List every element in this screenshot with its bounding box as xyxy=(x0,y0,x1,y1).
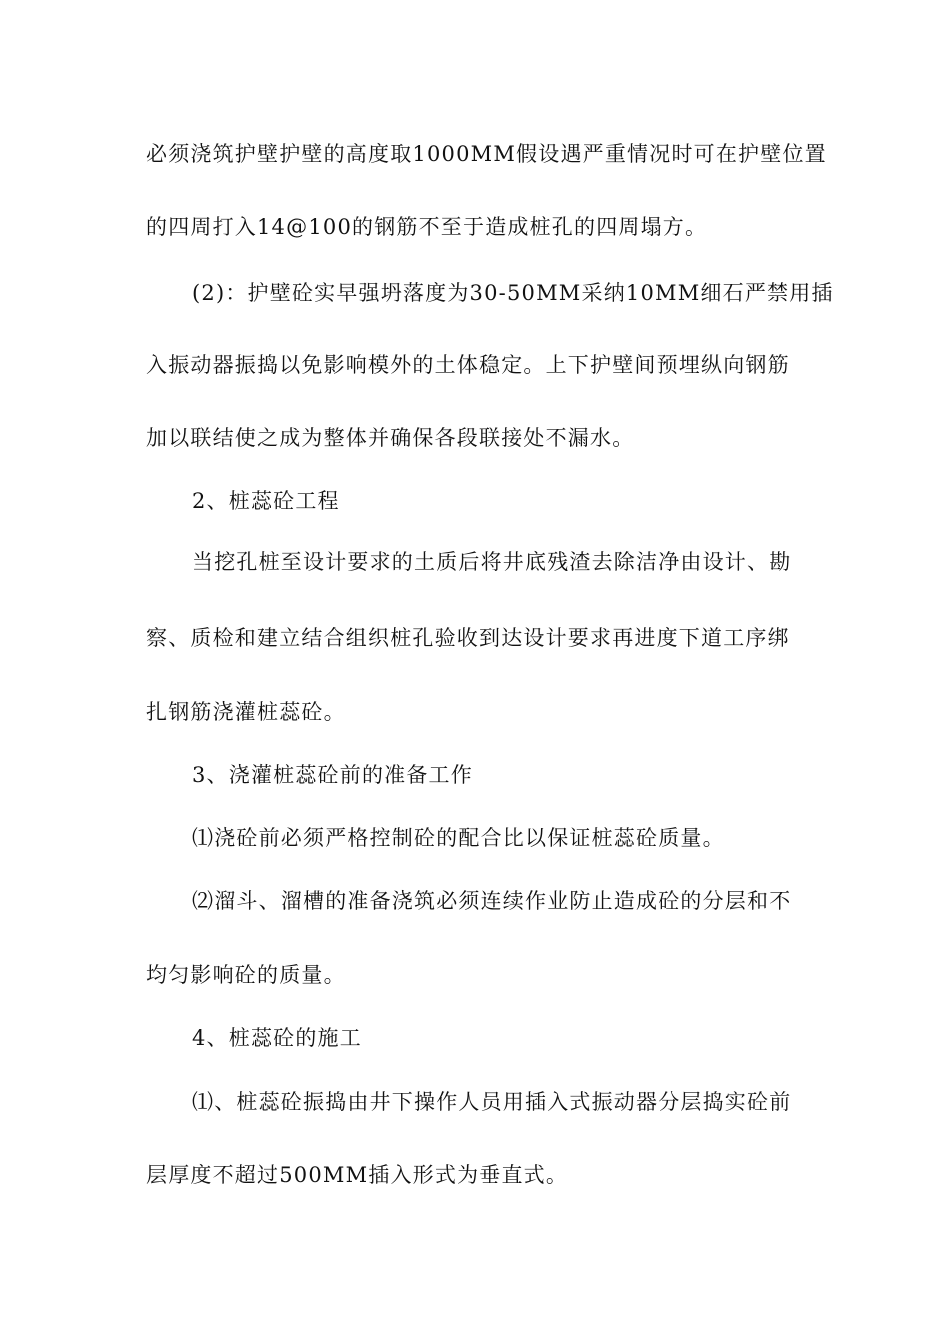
paragraph-line: 察、质检和建立结合组织桩孔验收到达设计要求再进度下道工序绑 xyxy=(146,626,790,650)
paragraph-line: 层厚度不超过500MM插入形式为垂直式。 xyxy=(146,1163,569,1187)
paragraph-line: 加以联结使之成为整体并确保各段联接处不漏水。 xyxy=(146,426,635,450)
paragraph-line: (2)：护壁砼实早强坍落度为30-50MM采纳10MM细石严禁用插 xyxy=(192,281,834,305)
paragraph-line: 必须浇筑护壁护壁的高度取1000MM假设遇严重情况时可在护壁位置 xyxy=(146,142,827,166)
paragraph-line: 扎钢筋浇灌桩蕊砼。 xyxy=(146,700,346,724)
list-item: ⑴浇砼前必须严格控制砼的配合比以保证桩蕊砼质量。 xyxy=(192,826,725,850)
list-item: ⑴、桩蕊砼振捣由井下操作人员用插入式振动器分层捣实砼前 xyxy=(192,1090,792,1114)
list-item: ⑵溜斗、溜槽的准备浇筑必须连续作业防止造成砼的分层和不 xyxy=(192,889,792,913)
paragraph-line: 均匀影响砼的质量。 xyxy=(146,963,346,987)
paragraph-line: 的四周打入14@100的钢筋不至于造成桩孔的四周塌方。 xyxy=(146,215,708,239)
section-heading: 3、浇灌桩蕊砼前的准备工作 xyxy=(192,763,473,787)
paragraph-line: 入振动器振捣以免影响模外的土体稳定。上下护壁间预埋纵向钢筋 xyxy=(146,353,790,377)
paragraph-line: 当挖孔桩至设计要求的土质后将井底残渣去除洁净由设计、勘 xyxy=(192,550,792,574)
section-heading: 2、桩蕊砼工程 xyxy=(192,489,340,513)
section-heading: 4、桩蕊砼的施工 xyxy=(192,1026,362,1050)
